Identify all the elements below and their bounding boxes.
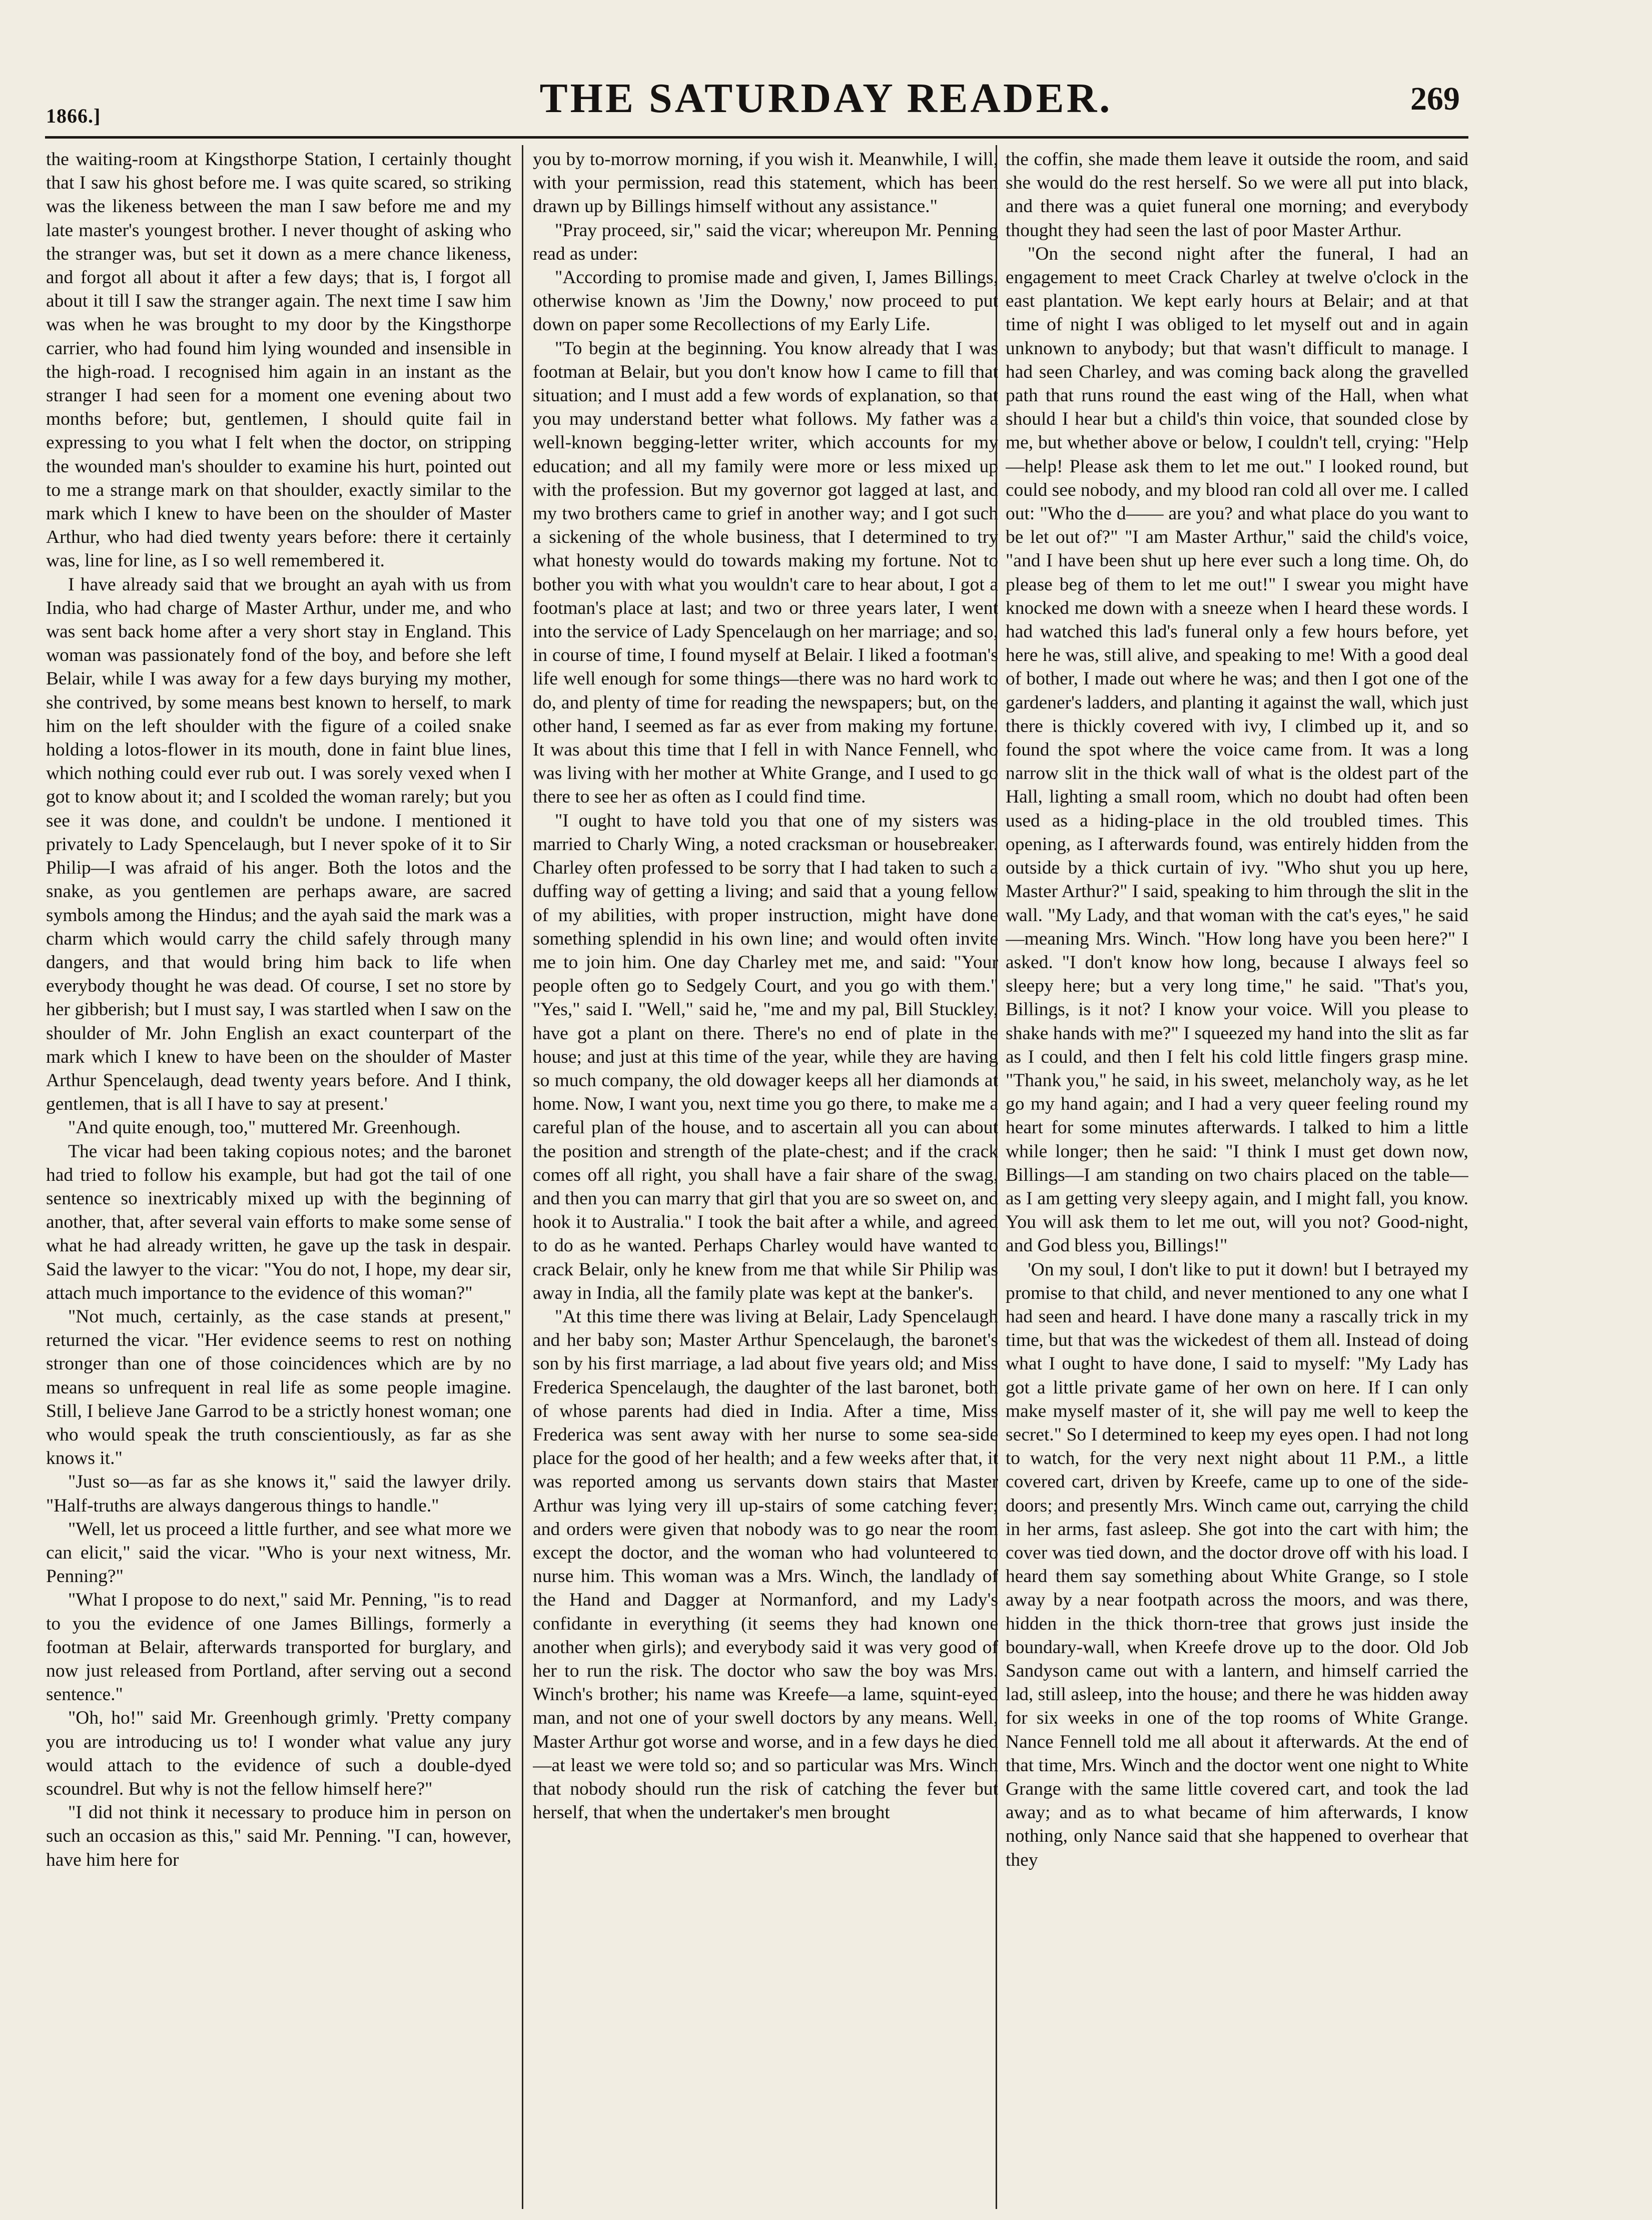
paragraph: I have already said that we brought an ayah with us from India, who had charge of Master Arthur, under me, and who was sent back home after a very short stay in England. This woman was passionately fond of the boy, and before she left Belair, while I was away for a few days burying my mother, she contrived, by some means best known to herself, to mark him on the left shoulder with the figure of a coiled snake holding a lotos-flower in its mouth, done in faint blue lines, which nothing could ever rub out. I was sorely vexed when I got to know about it; and I scolded the woman rarely; but you see it was done, and couldn't be undone. I mentioned it privately to Lady Spencelaugh, but I never spoke of it to Sir Philip—I was afraid of his anger. Both the lotos and the snake, as you gentlemen are perhaps aware, are sacred symbols among the Hindus; and the ayah said the mark was a charm which would carry the child safely through many dangers, and that would bring him back to life when everybody thought he was dead. Of course, I set no store by her gibberish; but I must say, I was startled when I saw on the shoulder of Mr. John English an exact counterpart of the mark which I knew to have been on the shoulder of Master Arthur Spencelaugh, dead twenty years before. And I think, gentlemen, that is all I have to say at present.' [46,574,511,1115]
column-1 [46,148,511,2209]
paragraph: "According to promise made and given, I, James Billings, otherwise known as 'Jim the Downy,' now proceed to put down on paper some Recollections of my Early Life. [533,267,998,335]
paragraph: "I did not think it necessary to produce him in person on such an occasion as this," said Mr. Penning. "I can, however, have him here for [46,1802,511,1870]
paragraph: "Well, let us proceed a little further, and see what more we can elicit," said the vicar. "Who is your next witness, Mr. Penning?" [46,1519,511,1587]
header-rule [45,136,1468,139]
paragraph: "Oh, ho!" said Mr. Greenhough grimly. 'Pretty company you are introducing us to! I wonder what value any jury would attach to the evidence of such a double-dyed scoundrel. But why is not the fellow himself here?" [46,1708,511,1800]
paragraph: "At this time there was living at Belair, Lady Spencelaugh and her baby son; Master Arthur Spencelaugh, the baronet's son by his first marriage, a lad about five years old; and Miss Frederica Spencelaugh, the daughter of the last baronet, both of whose parents had died in India. After a time, Miss Frederica was sent away with her nurse to some sea-side place for the good of her health; and a few weeks after that, it was reported among us servants down stairs that Master Arthur was lying very ill up-stairs of some catching fever; and orders were given that nobody was to go near the room except the doctor, and the woman who had volunteered to nurse him. This woman was a Mrs. Winch, the landlady of the Hand and Dagger at Normanford, and my Lady's confidante in everything (it seems they had known one another when girls); and everybody said it was very good of her to run the risk. The doctor who saw the boy was Mrs. Winch's brother; his name was Kreefe—a lame, squint-eyed man, and not one of your swell doctors by any means. Well, Master Arthur got worse and worse, and in a few days he died—at least we were told so; and so particular was Mrs. Winch that nobody should run the risk of catching the fever but herself, that when the undertaker's men brought [533,1306,998,1823]
column-3 [1006,148,1468,2209]
paragraph: the coffin, she made them leave it outside the room, and said she would do the rest herself. So we were all put into black, and there was a quiet funeral one morning; and everybody thought they had seen the last of poor Master Arthur. [1006,149,1468,241]
column-divider [522,145,523,2209]
paragraph: the waiting-room at Kingsthorpe Station, I certainly thought that I saw his ghost before me. I was quite scared, so striking was the likeness between the man I saw before me and my late master's youngest brother. I never thought of asking who the stranger was, but set it down as a mere chance likeness, and forgot all about it after a few days; that is, I forgot all about it till I saw the stranger again. The next time I saw him was when he was brought to my door by the Kingsthorpe carrier, who had found him lying wounded and insensible in the high-road. I recognised him again in an instant as the stranger I had seen for a moment one evening about two months before; but, gentlemen, I should quite fail in expressing to you what I felt when the doctor, on stripping the wounded man's shoulder to examine his hurt, pointed out to me a strange mark on that shoulder, exactly similar to the mark which I knew to have been on the shoulder of Master Arthur, who had died twenty years before: there it certainly was, line for line, as I so well remembered it. [46,149,511,571]
paragraph: "And quite enough, too," muttered Mr. Greenhough. [68,1117,461,1138]
paragraph: "Just so—as far as she knows it," said the lawyer drily. "Half-truths are always dangerous things to handle." [46,1471,511,1516]
paragraph: you by to-morrow morning, if you wish it. Meanwhile, I will, with your permission, read this statement, which has been drawn up by Billings himself without any assistance." [533,149,998,217]
paragraph: The vicar had been taking copious notes; and the baronet had tried to follow his example, but had got the tail of one sentence so inextricably mixed up with the beginning of another, that, after several vain efforts to make some sense of what he had already written, he gave up the task in despair. Said the lawyer to the vicar: "You do not, I hope, my dear sir, attach much importance to the evidence of this woman?" [46,1141,511,1303]
paragraph: 'On my soul, I don't like to put it down! but I betrayed my promise to that child, and never mentioned to any one what I had seen and heard. I have done many a rascally trick in my time, but that was the wickedest of them all. Instead of doing what I ought to have done, I said to myself: "My Lady has got a little private game of her own on here. If I can only make myself master of it, she will pay me well to keep the secret." So I determined to keep my eyes open. I had not long to watch, for the very next night about 11 P.M., a little covered cart, driven by Kreefe, came up to one of the side-doors; and presently Mrs. Winch came out, carrying the child in her arms, fast asleep. She got into the cart with him; the cover was tied down, and the doctor drove off with his load. I heard them say something about White Grange, so I stole away by a near footpath across the moors, and was there, hidden in the thick thorn-tree that grows just inside the boundary-wall, when Kreefe drove up to the door. Old Job Sandyson came out with a lantern, and himself carried the lad, still asleep, into the house; and there he was hidden away for six weeks in one of the top rooms of White Grange. Nance Fennell told me all about it afterwards. At the end of that time, Mrs. Winch and the doctor went one night to White Grange with the same little covered cart, and took the lad away; and as to what became of him afterwards, I know nothing, only Nance said that she happened to overhear that they [1006,1259,1468,1870]
masthead [0,65,1652,135]
publication-title: THE SATURDAY READER. [539,75,1113,122]
paragraph: "Pray proceed, sir," said the vicar; whereupon Mr. Penning read as under: [533,220,998,264]
paragraph: "Not much, certainly, as the case stands at present," returned the vicar. "Her evidence seems to rest on nothing stronger than one of those coincidences which are by no means so unfrequent in real life as some people imagine. Still, I believe Jane Garrod to be a strictly honest woman; one who would speak the truth conscientiously, as far as she knows it." [46,1306,511,1469]
paragraph: "To begin at the beginning. You know already that I was footman at Belair, but you don't know how I came to fill that situation; and I must add a few words of explanation, so that you may understand better what follows. My father was a well-known begging-letter writer, which accounts for my education; and all my family were more or less mixed up with the profession. But my governor got lagged at last, and my two brothers came to grief in another way; and I got such a sickening of the whole business, that I determined to try what honesty would do towards making my fortune. Not to bother you with what you wouldn't care to hear about, I got a footman's place at last; and two or three years later, I went into the service of Lady Spencelaugh on her marriage; and so, in course of time, I found myself at Belair. I liked a footman's life well enough for some things—there was no hard work to do, and plenty of time for reading the newspapers; but, on the other hand, I seemed as far as ever from making my fortune. It was about this time that I fell in with Nance Fennell, who was living with her mother at White Grange, and I used to go there to see her as often as I could find time. [533,338,998,808]
issue-date: 1866.] [46,105,101,127]
page-number: 269 [1410,81,1460,117]
paragraph: "I ought to have told you that one of my sisters was married to Charly Wing, a noted cracksman or housebreaker. Charley often professed to be sorry that I had taken to such a duffing way of getting a living; and said that a young fellow of my abilities, with proper instruction, might have done something splendid in his own line; and would often invite me to join him. One day Charley met me, and said: "Your people often go to Sedgely Court, and you go with them." "Yes," said I. "Well," said he, "me and my pal, Bill Stuckley, have got a plant on there. There's no end of plate in the house; and just at this time of the year, while they are having so much company, the old dowager keeps all her diamonds at home. Now, I want you, next time you go there, to make me a careful plan of the house, and to ascertain all you can about the position and strength of the plate-chest; and if the crack comes off all right, you shall have a fair share of the swag, and then you can marry that girl that you are so sweet on, and hook it to Australia." I took the bait after a while, and agreed to do as he wanted. Perhaps Charley would have wanted to crack Belair, only he knew from me that while Sir Philip was away in India, all the family plate was kept at the banker's. [533,810,998,1303]
paragraph: "What I propose to do next," said Mr. Penning, "is to read to you the evidence of one James Billings, formerly a footman at Belair, afterwards transported for burglary, and now just released from Portland, after serving out a second sentence." [46,1590,511,1705]
paragraph: "On the second night after the funeral, I had an engagement to meet Crack Charley at twelve o'clock in the east plantation. We kept early hours at Belair; and at that time of night I was obliged to let myself out and in again unknown to anybody; but that wasn't difficult to manage. I had seen Charley, and was coming back along the gravelled path that runs round the east wing of the Hall, when what should I hear but a child's thin voice, that sounded close by me, but whether above or below, I couldn't tell, crying: "Help—help! Please ask them to let me out." I looked round, but could see nobody, and my blood ran cold all over me. I called out: "Who the d—— are you? and what place do you want to be let out of?" "I am Master Arthur," said the child's voice, "and I have been shut up here ever such a long time. Oh, do please beg of them to let me out!" I swear you might have knocked me down with a sneeze when I heard these words. I had watched this lad's funeral only a few hours before, yet here he was, still alive, and speaking to me! With a good deal of bother, I made out where he was; and then I got one of the gardener's ladders, and planting it against the wall, which just there is thickly covered with ivy, I climbed up it, and so found the spot where the voice came from. It was a long narrow slit in the thick wall of what is the oldest part of the Hall, lighting a small room, which no doubt had often been used as a hiding-place in the old troubled times. This opening, as I afterwards found, was entirely hidden from the outside by a thick curtain of ivy. "Who shut you up here, Master Arthur?" I said, speaking to him through the slit in the wall. "My Lady, and that woman with the cat's eyes," he said—meaning Mrs. Winch. "How long have you been here?" I asked. "I don't know how long, because I always feel so sleepy here; but a very long time," he said. "That's you, Billings, is it not? I know your voice. Will you please to shake hands with me?" I squeezed my hand into the slit as far as I could, and then I felt his cold little fingers grasp mine. "Thank you," he said, in his sweet, melancholy way, as he let go my hand again; and I had a very queer feeling round my heart for some minutes afterwards. I talked to him a little while longer; then he said: "I think I must get down now, Billings—I am standing on two chairs placed on the table—as I am getting very sleepy again, and I might fall, you know. You will ask them to let me out, will you not? Good-night, and God bless you, Billings!" [1006,243,1468,1256]
column-2 [533,148,998,2209]
